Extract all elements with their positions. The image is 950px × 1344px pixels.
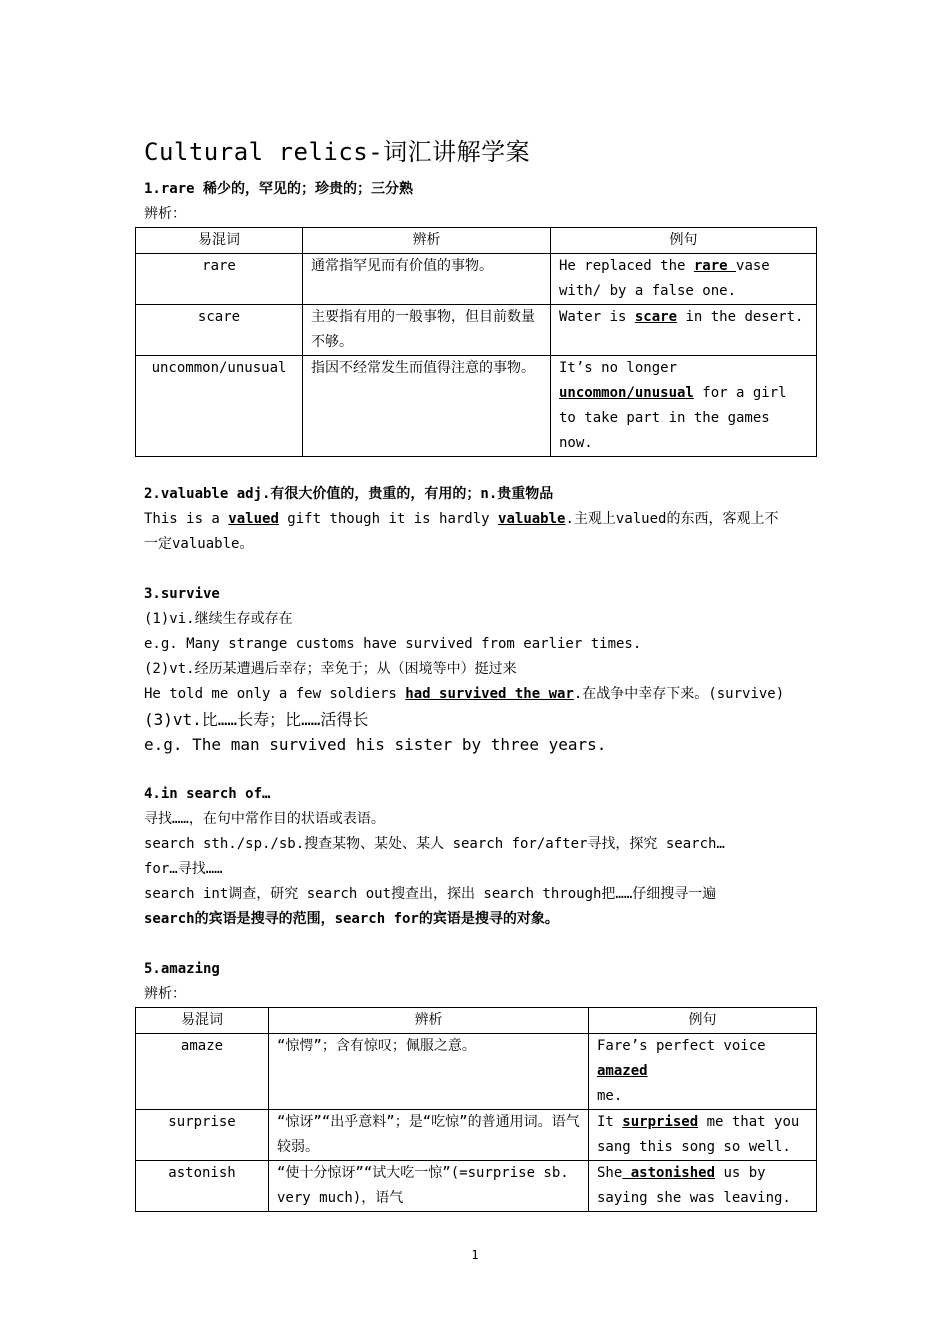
cell-example: Water is scare in the desert. <box>551 305 817 356</box>
section-2-text: This is a valued gift though it is hardly valuable.主观上valued的东西，客观上不 <box>144 511 779 527</box>
section-1-heading: 1.rare 稀少的，罕见的；珍贵的；三分熟 <box>144 181 414 197</box>
table-row <box>136 1161 817 1212</box>
section-3-line: (2)vt.经历某遭遇后幸存；幸免于；从（困境等中）挺过来 <box>144 661 517 677</box>
section-4-heading: 4.in search of… <box>144 786 271 802</box>
cell-word: rare <box>136 254 303 305</box>
document-page <box>144 132 816 1212</box>
table-row <box>136 305 817 356</box>
section-4-line: search int调查，研究 search out搜查出，探出 search through把……仔细搜寻一遍 <box>144 886 717 902</box>
cell-word: astonish <box>136 1161 269 1212</box>
cell-desc: 主要指有用的一般事物，但目前数量不够。 <box>303 305 551 356</box>
table-row <box>136 1034 817 1110</box>
section-4-line: 寻找……，在句中常作目的状语或表语。 <box>144 811 385 827</box>
section-3-line: He told me only a few soldiers had survived the war.在战争中幸存下来。(survive) <box>144 686 785 702</box>
col-header-analysis: 辨析 <box>303 228 551 254</box>
section-3-heading: 3.survive <box>144 586 220 602</box>
cell-word: amaze <box>136 1034 269 1110</box>
col-header-word: 易混词 <box>136 1008 269 1034</box>
page-title: Cultural relics-词汇讲解学案 <box>144 138 531 166</box>
section-5-heading: 5.amazing <box>144 961 220 977</box>
cell-word: surprise <box>136 1110 269 1161</box>
section-2-text-cont: 一定valuable。 <box>144 536 254 552</box>
cell-example: Fare’s perfect voice amazed me. <box>589 1034 817 1110</box>
section-3-line: e.g. The man survived his sister by three years. <box>144 735 607 754</box>
section-1-table <box>135 227 817 457</box>
col-header-example: 例句 <box>589 1008 817 1034</box>
section-4-line: search的宾语是搜寻的范围，search for的宾语是搜寻的对象。 <box>144 911 559 927</box>
col-header-word: 易混词 <box>136 228 303 254</box>
page-number: 1 <box>471 1248 479 1262</box>
table-header-row <box>136 1008 817 1034</box>
cell-desc: 指因不经常发生而值得注意的事物。 <box>303 356 551 457</box>
section-3-line: (1)vi.继续生存或存在 <box>144 611 293 627</box>
table-row <box>136 254 817 305</box>
section-3-line: e.g. Many strange customs have survived from earlier times. <box>144 636 642 652</box>
cell-desc: “惊愕”；含有惊叹；佩服之意。 <box>269 1034 589 1110</box>
col-header-analysis: 辨析 <box>269 1008 589 1034</box>
cell-example: She astonished us by saying she was leaving. <box>589 1161 817 1212</box>
cell-example: He replaced the rare vase with/ by a false one. <box>551 254 817 305</box>
table-header-row <box>136 228 817 254</box>
section-4-line: for…寻找…… <box>144 861 223 877</box>
cell-desc: “惊讶”“出乎意料”；是“吃惊”的普通用词。语气较弱。 <box>269 1110 589 1161</box>
section-5-analysis-label: 辨析： <box>144 986 186 1002</box>
table-row <box>136 356 817 457</box>
cell-desc: 通常指罕见而有价值的事物。 <box>303 254 551 305</box>
cell-example: It’s no longer uncommon/unusual for a girl to take part in the games now. <box>551 356 817 457</box>
section-1-analysis-label: 辨析： <box>144 206 186 222</box>
col-header-example: 例句 <box>551 228 817 254</box>
section-3-line: (3)vt.比……长寿；比……活得长 <box>144 710 369 729</box>
cell-word: scare <box>136 305 303 356</box>
cell-word: uncommon/unusual <box>136 356 303 457</box>
cell-desc: “使十分惊讶”“试大吃一惊”(=surprise sb. very much)，语气 <box>269 1161 589 1212</box>
section-2-heading: 2.valuable adj.有很大价值的，贵重的，有用的；n.贵重物品 <box>144 486 554 502</box>
section-5-table <box>135 1007 817 1212</box>
cell-example: It surprised me that you sang this song so well. <box>589 1110 817 1161</box>
table-row <box>136 1110 817 1161</box>
section-4-line: search sth./sp./sb.搜查某物、某处、某人 search for/after寻找，探究 search… <box>144 836 725 852</box>
